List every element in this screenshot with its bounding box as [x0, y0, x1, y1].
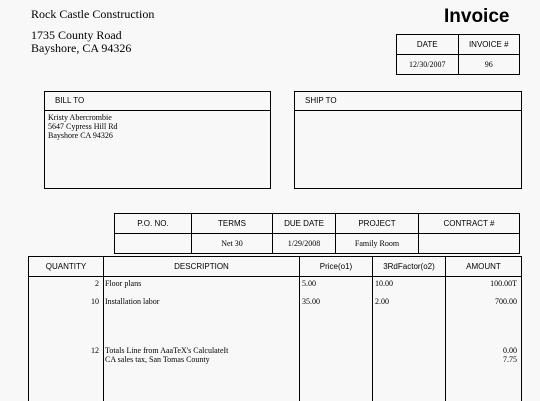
line-items-table: [28, 256, 522, 401]
item-quantity: 12: [91, 346, 99, 355]
item-description: Installation labor: [105, 297, 160, 306]
bill-to-box: [44, 91, 271, 189]
column-divider: [372, 257, 373, 401]
item-description: CA sales tax, San Tomas County: [105, 355, 210, 364]
po-number-header: P.O. NO.: [115, 214, 192, 234]
bill-to-line: 5647 Cypress Hill Rd: [48, 122, 118, 131]
ship-to-box: [294, 91, 522, 189]
item-quantity: 10: [91, 297, 99, 306]
project-value: Family Room: [336, 234, 419, 254]
terms-header: TERMS: [192, 214, 273, 234]
project-header: PROJECT: [336, 214, 419, 234]
contract-number-header: CONTRACT #: [419, 214, 520, 234]
ship-to-label: SHIP TO: [295, 92, 521, 111]
ship-to-address: [295, 111, 521, 115]
item-price: 35.00: [302, 297, 320, 306]
item-description: Totals Line from AaaTeX's CalculateIt: [105, 346, 229, 355]
column-divider: [299, 257, 300, 401]
contract-number-value: [419, 234, 520, 254]
terms-table: [114, 213, 520, 254]
description-header: DESCRIPTION: [174, 262, 229, 271]
bill-to-label: BILL TO: [45, 92, 270, 111]
due-date-value: 1/29/2008: [273, 234, 336, 254]
item-factor: 2.00: [375, 297, 389, 306]
item-amount: 7.75: [503, 355, 517, 364]
item-amount: 700.00: [495, 297, 517, 306]
po-number-value: [115, 234, 192, 254]
amount-header: AMOUNT: [466, 262, 501, 271]
item-quantity: 2: [95, 279, 99, 288]
item-amount: 0.00: [503, 346, 517, 355]
quantity-header: QUANTITY: [45, 262, 87, 271]
company-name: Rock Castle Construction: [31, 7, 155, 21]
due-date-header: DUE DATE: [273, 214, 336, 234]
invoice-number-value: 96: [458, 55, 520, 75]
price-header: Price(o1): [319, 262, 353, 271]
company-address-line1: 1735 County Road: [31, 28, 122, 42]
factor-header: 3RdFactor(o2): [383, 262, 435, 271]
invoice-number-label: INVOICE #: [458, 35, 520, 55]
item-amount: 100.00T: [490, 279, 517, 288]
document-title: Invoice: [444, 6, 510, 27]
item-description: Floor plans: [105, 279, 142, 288]
bill-to-line: Kristy Abercrombie: [48, 113, 112, 122]
date-invoice-box: [396, 34, 520, 75]
bill-to-line: Bayshore CA 94326: [48, 131, 113, 140]
column-divider: [103, 257, 104, 401]
company-address-line2: Bayshore, CA 94326: [31, 41, 132, 55]
date-value: 12/30/2007: [397, 55, 459, 75]
bill-to-address: [45, 111, 270, 142]
item-price: 5.00: [302, 279, 316, 288]
terms-value: Net 30: [192, 234, 273, 254]
date-label: DATE: [397, 35, 459, 55]
item-factor: 10.00: [375, 279, 393, 288]
